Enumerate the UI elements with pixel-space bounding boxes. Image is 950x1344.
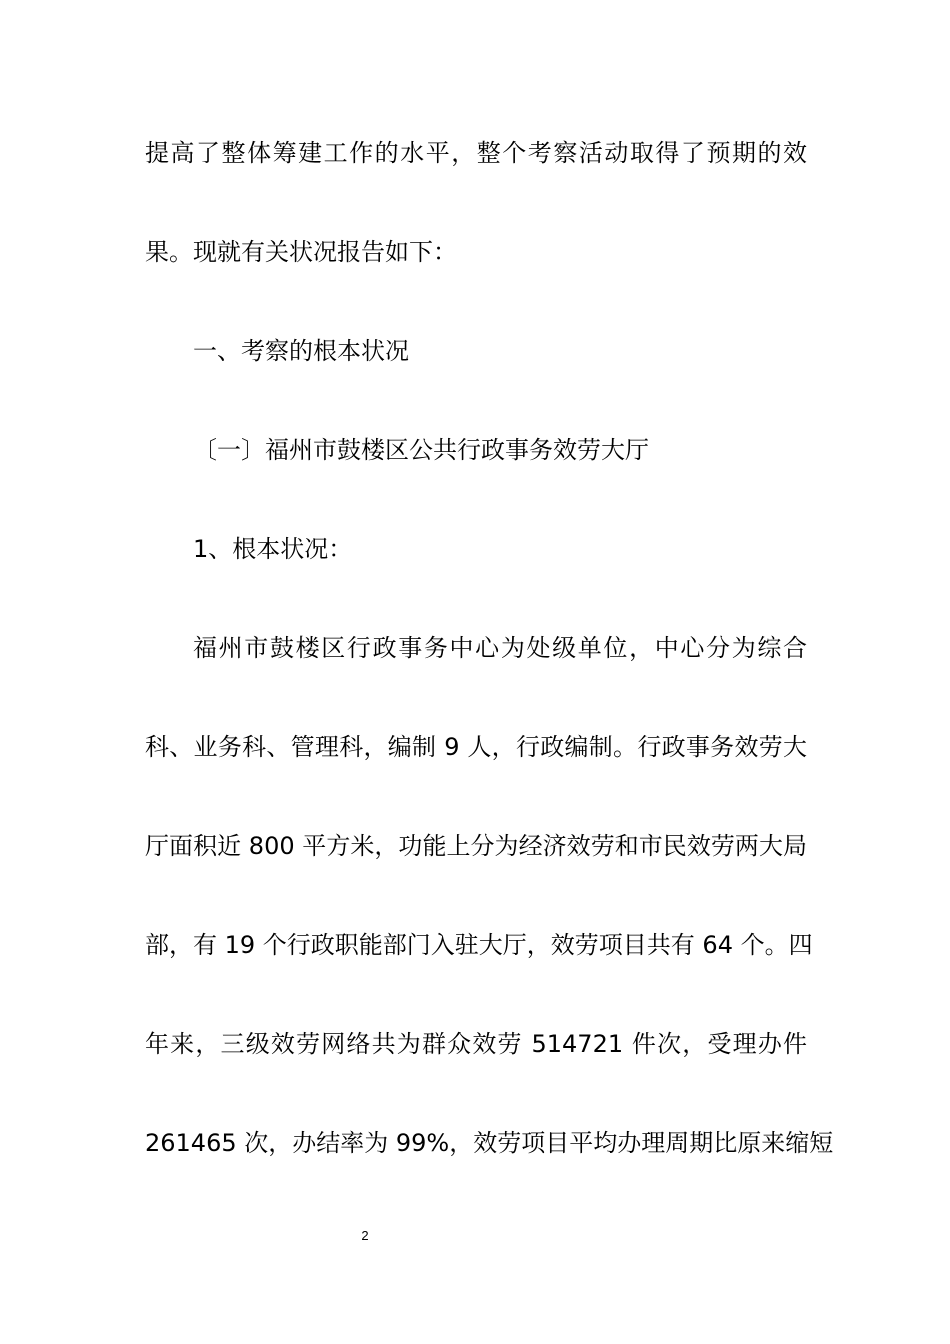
text-line-1: 提高了整体筹建工作的水平，整个考察活动取得了预期的效 <box>145 139 807 167</box>
text-line-2: 果。现就有关状况报告如下： <box>145 238 457 266</box>
paragraph-line-6: 261465 次，办结率为 99%，效劳项目平均办理周期比原来缩短 <box>145 1129 834 1157</box>
section-heading: 一、考察的根本状况 <box>193 337 409 365</box>
paragraph-line-4: 部，有 19 个行政职能部门入驻大厅，效劳项目共有 64 个。四 <box>145 931 813 959</box>
page-number: 2 <box>361 1228 369 1243</box>
subsection-heading: 〔一〕福州市鼓楼区公共行政事务效劳大厅 <box>193 436 649 464</box>
paragraph-line-3: 厅面积近 800 平方米，功能上分为经济效劳和市民效劳两大局 <box>145 832 807 860</box>
item-heading: 1、根本状况： <box>193 535 353 563</box>
paragraph-line-2: 科、业务科、管理科，编制 9 人，行政编制。行政事务效劳大 <box>145 733 807 761</box>
paragraph-line-1: 福州市鼓楼区行政事务中心为处级单位，中心分为综合 <box>193 634 807 662</box>
paragraph-line-5: 年来，三级效劳网络共为群众效劳 514721 件次，受理办件 <box>145 1030 807 1058</box>
